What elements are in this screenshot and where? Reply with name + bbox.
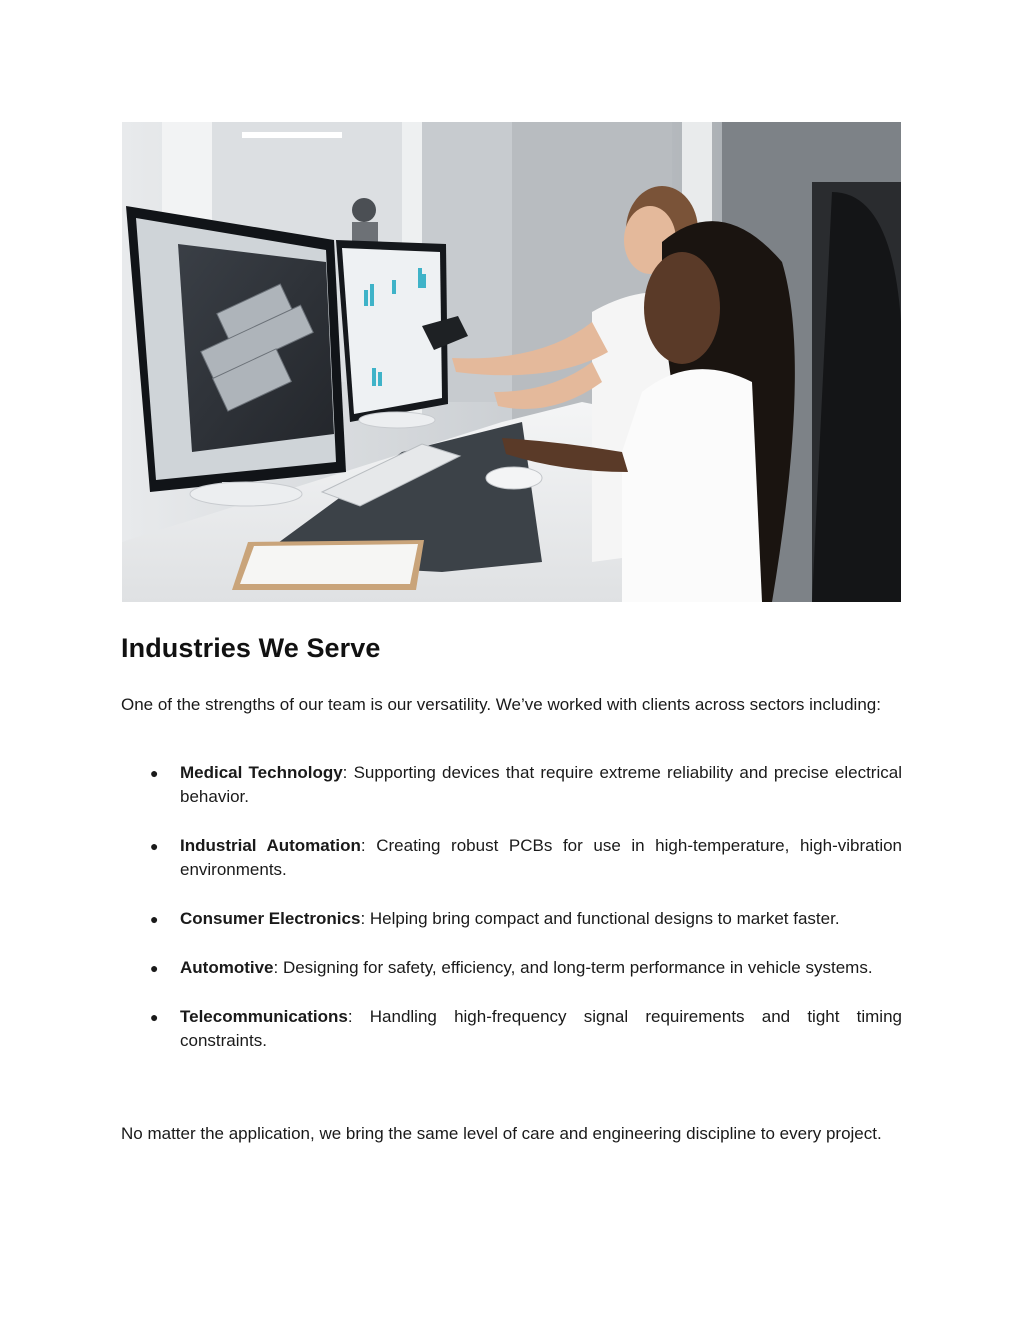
engineers-photo	[122, 122, 901, 602]
list-item	[150, 761, 902, 809]
bullet-icon: ●	[150, 911, 159, 927]
industry-description: : Supporting devices that require extreme reliability and precise electrical behavior.	[180, 763, 902, 806]
list-item	[150, 834, 902, 882]
industry-description: : Helping bring compact and functional designs to market faster.	[360, 909, 840, 928]
section-heading: Industries We Serve	[121, 633, 381, 663]
industry-name: Industrial Automation	[180, 836, 361, 855]
industry-name: Medical Technology	[180, 763, 343, 782]
list-item	[150, 1005, 902, 1053]
intro-paragraph: One of the strengths of our team is our versatility. We’ve worked with clients across sectors including:	[121, 695, 881, 714]
bullet-icon: ●	[150, 1009, 159, 1025]
bullet-icon: ●	[150, 960, 159, 976]
industry-name: Automotive	[180, 958, 274, 977]
industries-list	[150, 761, 902, 1078]
closing-paragraph: No matter the application, we bring the same level of care and engineering discipline to every project.	[121, 1124, 882, 1143]
engineers-photo-illustration	[122, 122, 901, 602]
list-item	[150, 956, 902, 980]
industry-name: Telecommunications	[180, 1007, 348, 1026]
industry-name: Consumer Electronics	[180, 909, 361, 928]
bullet-icon: ●	[150, 838, 159, 854]
industry-description: : Designing for safety, efficiency, and long-term performance in vehicle systems.	[273, 958, 873, 977]
industry-description: : Handling high-frequency signal requirements and tight timing constraints.	[180, 1007, 902, 1050]
bullet-icon: ●	[150, 765, 159, 781]
list-item	[150, 907, 902, 931]
industry-description: : Creating robust PCBs for use in high-temperature, high-vibration environments.	[180, 836, 903, 879]
